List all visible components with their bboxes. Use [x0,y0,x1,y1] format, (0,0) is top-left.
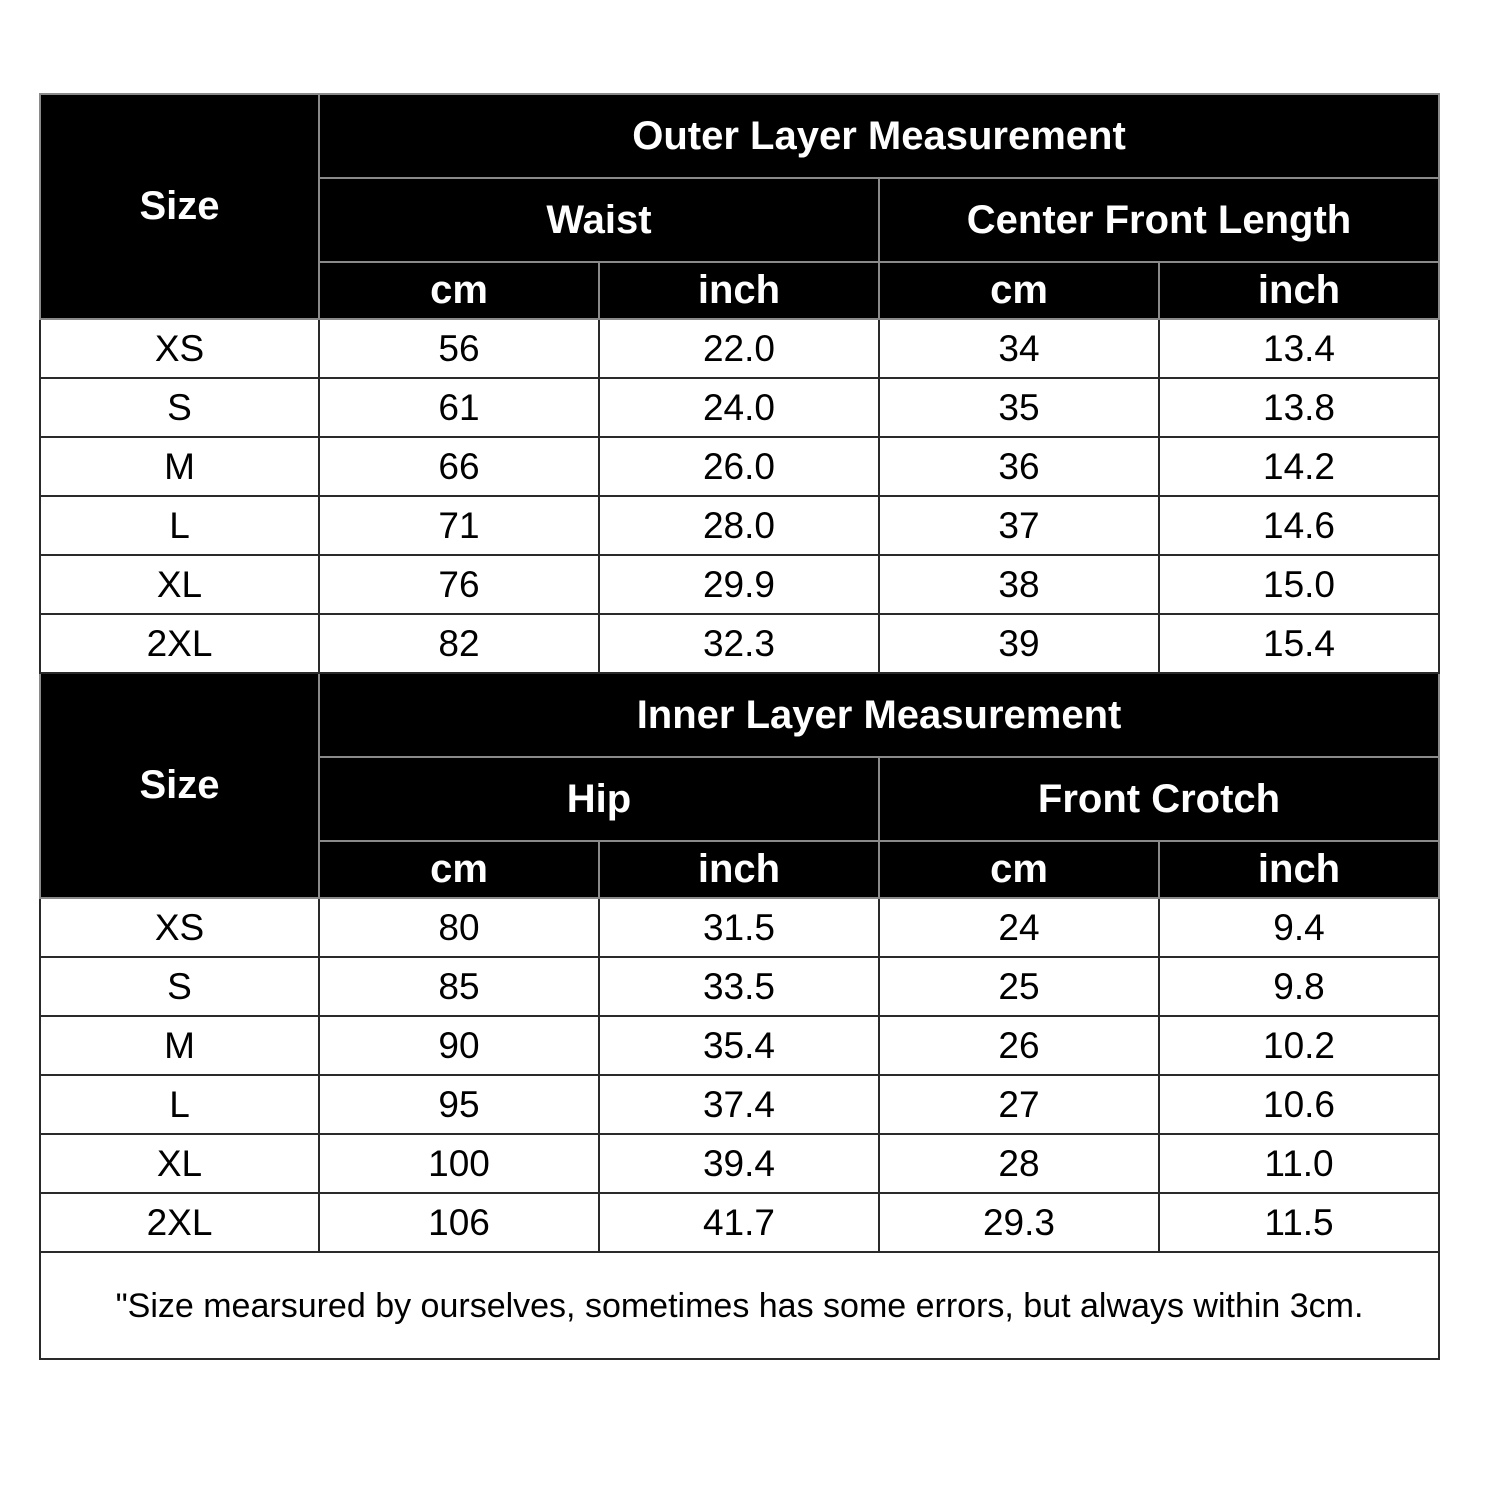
outer-unit-header: inch [599,262,879,319]
outer-size-cell: L [40,496,319,555]
inner-table-row [40,898,1439,957]
inner-value-cell: 29.3 [879,1193,1159,1252]
outer-value-cell: 36 [879,437,1159,496]
inner-size-cell: L [40,1075,319,1134]
inner-table-row [40,957,1439,1016]
outer-value-cell: 28.0 [599,496,879,555]
inner-value-cell: 9.8 [1159,957,1439,1016]
outer-table-row [40,319,1439,378]
outer-value-cell: 61 [319,378,599,437]
outer-group-header: Waist [319,178,879,262]
outer-value-cell: 24.0 [599,378,879,437]
inner-value-cell: 28 [879,1134,1159,1193]
outer-value-cell: 56 [319,319,599,378]
inner-value-cell: 41.7 [599,1193,879,1252]
outer-value-cell: 39 [879,614,1159,673]
outer-size-cell: M [40,437,319,496]
outer-size-cell: XL [40,555,319,614]
outer-table-row [40,555,1439,614]
inner-value-cell: 24 [879,898,1159,957]
inner-value-cell: 39.4 [599,1134,879,1193]
inner-value-cell: 9.4 [1159,898,1439,957]
outer-size-cell: XS [40,319,319,378]
outer-value-cell: 15.4 [1159,614,1439,673]
inner-table-row [40,1075,1439,1134]
inner-size-cell: XS [40,898,319,957]
outer-value-cell: 14.2 [1159,437,1439,496]
outer-value-cell: 38 [879,555,1159,614]
inner-size-cell: XL [40,1134,319,1193]
outer-value-cell: 34 [879,319,1159,378]
outer-value-cell: 66 [319,437,599,496]
inner-value-cell: 100 [319,1134,599,1193]
outer-size-cell: 2XL [40,614,319,673]
outer-value-cell: 26.0 [599,437,879,496]
inner-value-cell: 85 [319,957,599,1016]
inner-value-cell: 106 [319,1193,599,1252]
note-row [40,1252,1439,1359]
outer-size-header: Size [40,94,319,319]
outer-value-cell: 35 [879,378,1159,437]
inner-value-cell: 10.6 [1159,1075,1439,1134]
inner-size-cell: M [40,1016,319,1075]
outer-table-row [40,614,1439,673]
size-chart-table [39,93,1440,1360]
outer-value-cell: 76 [319,555,599,614]
outer-section-title: Outer Layer Measurement [319,94,1439,178]
outer-unit-header: cm [319,262,599,319]
inner-table-row [40,1134,1439,1193]
inner-unit-header: inch [1159,841,1439,898]
outer-layer-section [40,94,1439,673]
outer-value-cell: 37 [879,496,1159,555]
inner-value-cell: 10.2 [1159,1016,1439,1075]
note-section [40,1252,1439,1359]
outer-value-cell: 82 [319,614,599,673]
inner-value-cell: 25 [879,957,1159,1016]
inner-unit-header: cm [319,841,599,898]
inner-unit-header: inch [599,841,879,898]
inner-value-cell: 31.5 [599,898,879,957]
outer-header-title-row [40,94,1439,178]
inner-table-row [40,1016,1439,1075]
outer-value-cell: 22.0 [599,319,879,378]
inner-group-header: Front Crotch [879,757,1439,841]
outer-table-row [40,378,1439,437]
inner-value-cell: 35.4 [599,1016,879,1075]
outer-table-row [40,437,1439,496]
size-chart [39,93,1438,1360]
inner-value-cell: 26 [879,1016,1159,1075]
inner-section-title: Inner Layer Measurement [319,673,1439,757]
inner-size-cell: S [40,957,319,1016]
measurement-note: "Size mearsured by ourselves, sometimes has some errors, but always within 3cm. [40,1252,1439,1359]
outer-value-cell: 14.6 [1159,496,1439,555]
inner-value-cell: 11.5 [1159,1193,1439,1252]
outer-value-cell: 29.9 [599,555,879,614]
inner-value-cell: 37.4 [599,1075,879,1134]
inner-value-cell: 95 [319,1075,599,1134]
inner-size-header: Size [40,673,319,898]
inner-value-cell: 80 [319,898,599,957]
inner-table-row [40,1193,1439,1252]
outer-value-cell: 71 [319,496,599,555]
inner-unit-header: cm [879,841,1159,898]
inner-value-cell: 33.5 [599,957,879,1016]
inner-group-header: Hip [319,757,879,841]
outer-size-cell: S [40,378,319,437]
inner-value-cell: 11.0 [1159,1134,1439,1193]
inner-header-title-row [40,673,1439,757]
inner-value-cell: 90 [319,1016,599,1075]
outer-unit-header: inch [1159,262,1439,319]
inner-value-cell: 27 [879,1075,1159,1134]
outer-table-row [40,496,1439,555]
outer-value-cell: 13.4 [1159,319,1439,378]
inner-layer-section [40,673,1439,1252]
inner-size-cell: 2XL [40,1193,319,1252]
outer-value-cell: 15.0 [1159,555,1439,614]
outer-unit-header: cm [879,262,1159,319]
outer-group-header: Center Front Length [879,178,1439,262]
outer-value-cell: 13.8 [1159,378,1439,437]
outer-value-cell: 32.3 [599,614,879,673]
